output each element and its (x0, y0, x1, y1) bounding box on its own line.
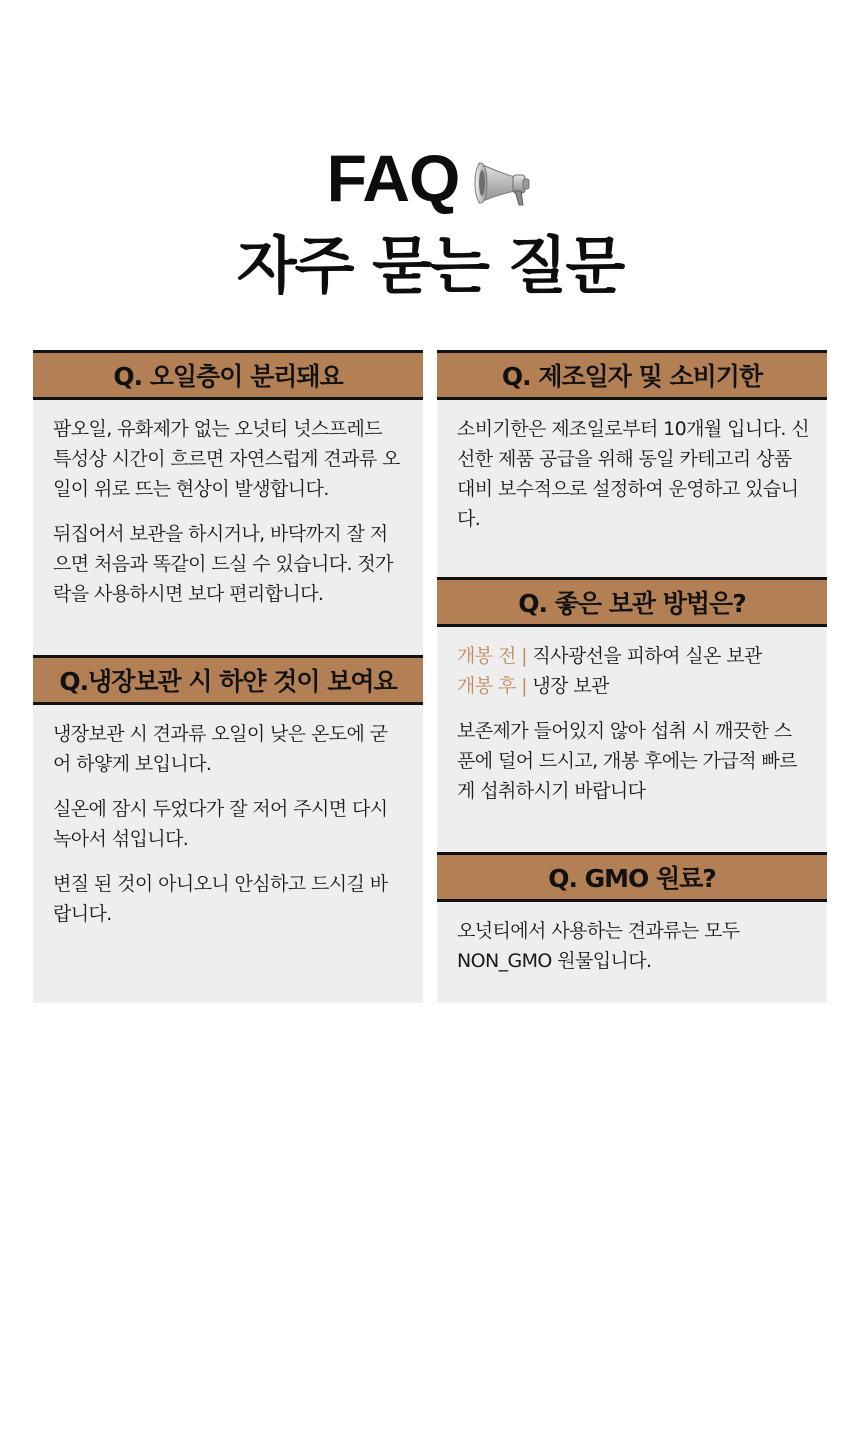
faq-answer (33, 705, 423, 929)
faq-answer (437, 902, 827, 976)
megaphone-icon (473, 150, 533, 210)
faq-card-gmo (437, 852, 827, 976)
storage-label: 개봉 후 | (457, 675, 527, 697)
faq-answer-paragraph: 소비기한은 제조일로부터 10개월 입니다. 신선한 제품 공급을 위해 동일 카테고리 상품 대비 보수적으로 설정하여 운영하고 있습니다. (457, 418, 809, 530)
faq-answer-paragraph: 변질 된 것이 아니오니 안심하고 드시길 바랍니다. (53, 873, 388, 925)
faq-card-oil-separation (33, 350, 423, 655)
storage-line-before-opening (457, 641, 809, 671)
storage-label: 개봉 전 | (457, 645, 527, 667)
storage-text: 직사광선을 피하여 실온 보관 (526, 645, 762, 667)
faq-answer-paragraph: 냉장보관 시 견과류 오일이 낮은 온도에 굳어 하얗게 보입니다. (53, 723, 388, 775)
faq-question: Q. 제조일자 및 소비기한 (437, 350, 827, 400)
page-title-block (0, 138, 860, 306)
faq-question: Q. 오일층이 분리돼요 (33, 350, 423, 400)
faq-question: Q. 좋은 보관 방법은? (437, 577, 827, 627)
faq-question: Q. GMO 원료? (437, 852, 827, 902)
storage-lines (457, 641, 809, 701)
faq-card-expiration (437, 350, 827, 577)
faq-answer-paragraph: 오넛티에서 사용하는 견과류는 모두 NON_GMO 원물입니다. (457, 920, 740, 972)
page-title-ko: 자주 묻는 질문 (236, 229, 624, 302)
faq-answer (437, 627, 827, 806)
faq-card-storage (437, 577, 827, 852)
faq-answer-paragraph: 팜오일, 유화제가 없는 오넛티 넛스프레드 특성상 시간이 흐르면 자연스럽게 견과류 오일이 위로 뜨는 현상이 발생합니다. (53, 418, 400, 500)
faq-card-refrigeration (33, 655, 423, 929)
faq-answer-paragraph: 보존제가 들어있지 않아 섭취 시 깨끗한 스푼에 덜어 드시고, 개봉 후에는 가급적 빠르게 섭취하시기 바랍니다 (457, 720, 797, 802)
page-title-en-row (0, 138, 860, 218)
faq-answer-paragraph: 실온에 잠시 두었다가 잘 저어 주시면 다시 녹아서 섞입니다. (53, 798, 388, 850)
storage-line-after-opening (457, 671, 809, 701)
faq-answer (33, 400, 423, 609)
faq-column-right (437, 350, 827, 1003)
storage-text: 냉장 보관 (526, 675, 609, 697)
faq-answer-paragraph: 뒤집어서 보관을 하시거나, 바닥까지 잘 저으면 처음과 똑같이 드실 수 있습니다. 젓가락을 사용하시면 보다 편리합니다. (53, 523, 393, 605)
faq-answer (437, 400, 827, 534)
page-title-en: FAQ (326, 141, 460, 215)
faq-question: Q.냉장보관 시 하얀 것이 보여요 (33, 655, 423, 705)
faq-column-left (33, 350, 423, 1003)
